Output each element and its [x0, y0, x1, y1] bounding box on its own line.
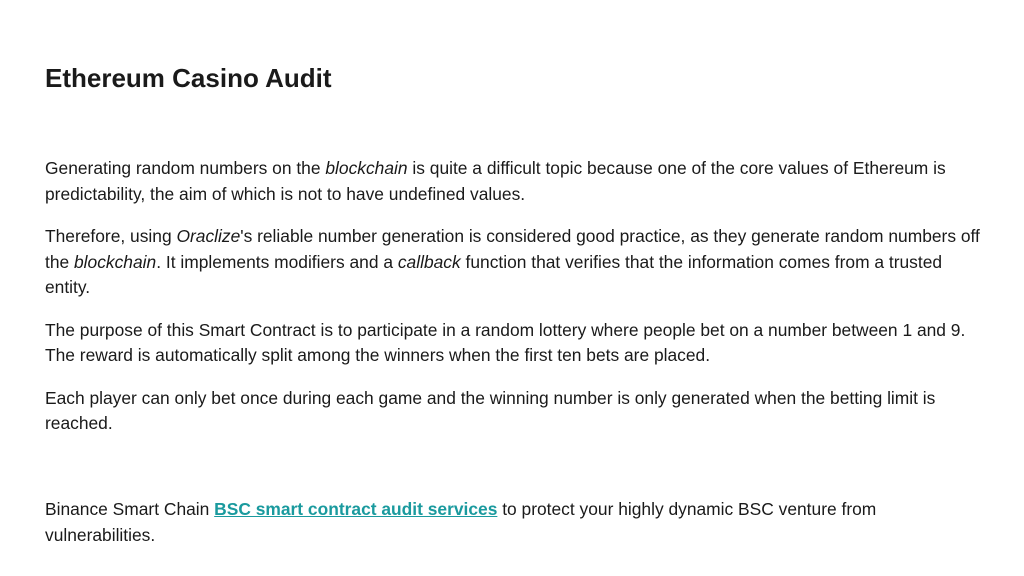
- italic-term-oraclize: Oraclize: [176, 226, 241, 246]
- text-run: Therefore, using: [45, 226, 177, 246]
- text-run: . It implements modifiers and a: [156, 251, 398, 272]
- paragraph-betting-rules: Each player can only bet once during each game and the winning number is only generated when the betting limit is reached.: [45, 387, 936, 433]
- slide: [45, 0, 985, 576]
- text-run: function that verifies that the information comes from a trusted entity.: [45, 251, 943, 297]
- italic-term-blockchain: blockchain: [325, 158, 408, 178]
- paragraph-oraclize: [45, 224, 985, 301]
- body-text: [45, 156, 985, 454]
- text-run: 's reliable number generation is considered good practice, as they generate random numbers off the: [45, 226, 980, 272]
- paragraph-bsc-services: [45, 497, 985, 548]
- text-run: Binance Smart Chain: [45, 499, 215, 519]
- text-run: Generating random numbers on the: [45, 158, 326, 178]
- paragraph-random-numbers: [45, 156, 985, 207]
- footer-text: [45, 497, 985, 565]
- italic-term-blockchain: blockchain: [74, 251, 157, 272]
- paragraph-contract-purpose: The purpose of this Smart Contract is to participate in a random lottery where people bet on a number between 1 and 9. The reward is automatically split among the winners when the first ten bets are placed.: [45, 319, 966, 365]
- italic-term-callback: callback: [397, 251, 461, 272]
- text-run: is quite a difficult topic because one of the core values of Ethereum is predictability, the aim of which is not to have undefined values.: [45, 158, 946, 204]
- page-title: Ethereum Casino Audit: [45, 63, 332, 93]
- bsc-audit-services-link[interactable]: BSC smart contract audit services: [214, 499, 498, 519]
- text-run: to protect your highly dynamic BSC venture from vulnerabilities.: [45, 499, 877, 545]
